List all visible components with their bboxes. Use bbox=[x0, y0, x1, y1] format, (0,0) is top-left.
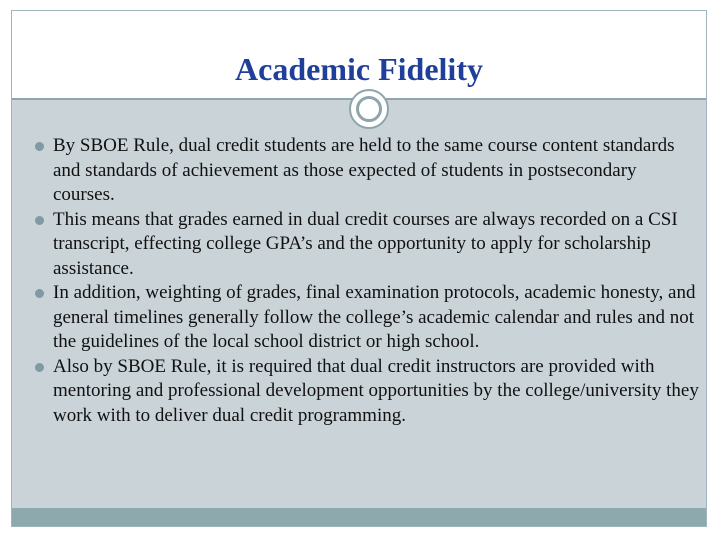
slide-frame bbox=[11, 10, 707, 527]
circle-ornament bbox=[349, 89, 389, 129]
circle-ornament-inner bbox=[356, 96, 382, 122]
bullet-text: By SBOE Rule, dual credit students are held to the same course content standards and standards of achievement as those expected of students in postsecondary courses. bbox=[53, 135, 675, 205]
bullet-text: Also by SBOE Rule, it is required that dual credit instructors are provided with mentoring and professional development opportunities by the college/university they work with to deliver dual credit programming. bbox=[53, 355, 699, 426]
bullet-item bbox=[29, 208, 699, 282]
bullet-item bbox=[29, 355, 699, 429]
bullet-list bbox=[29, 134, 699, 428]
bullet-item bbox=[29, 134, 699, 208]
title-band bbox=[12, 11, 706, 98]
bullet-dot-icon bbox=[35, 289, 44, 298]
bullet-dot-icon bbox=[35, 142, 44, 151]
bullet-dot-icon bbox=[35, 216, 44, 225]
bullet-text: This means that grades earned in dual credit courses are always recorded on a CSI transcript, effecting college GPA’s and the opportunity to apply for scholarship assistance. bbox=[53, 208, 678, 279]
slide-title: Academic Fidelity bbox=[235, 51, 483, 87]
bullet-dot-icon bbox=[35, 363, 44, 372]
footer-bar bbox=[12, 508, 706, 526]
bullet-text: In addition, weighting of grades, final examination protocols, academic honesty, and general timelines generally follow the college’s academic calendar and rules and not the guidelines of the local school district or high school. bbox=[53, 282, 696, 352]
bullet-item bbox=[29, 281, 699, 355]
